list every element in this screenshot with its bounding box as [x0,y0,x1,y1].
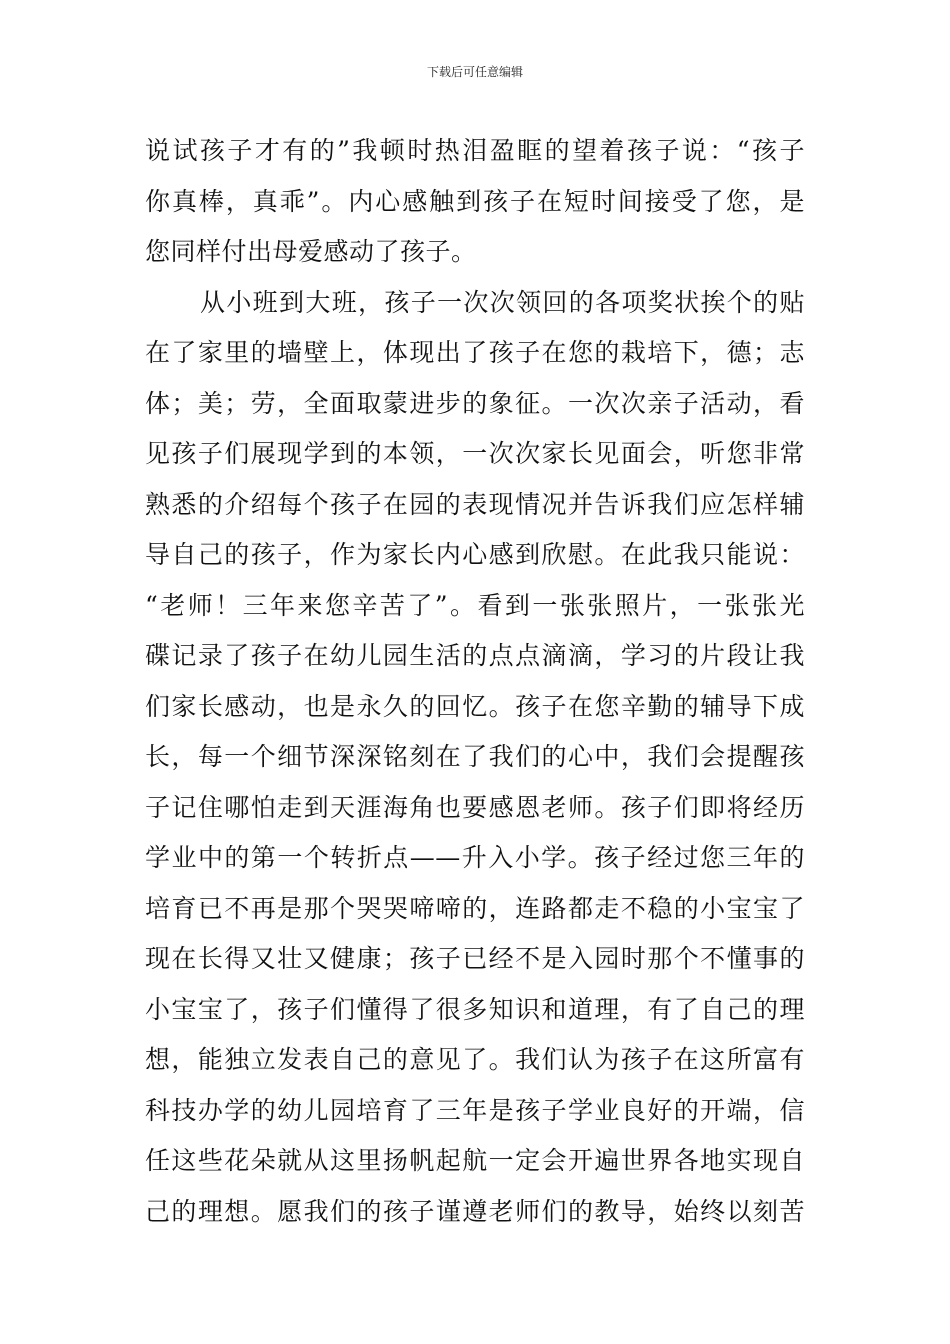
text-line: 学业中的第一个转折点——升入小学。孩子经过您三年的 [145,843,805,872]
document-body [145,126,805,1237]
text-line: 你真棒，真乖”。内心感触到孩子在短时间接受了您，是 [145,186,805,216]
text-line: 小宝宝了，孩子们懂得了很多知识和道理，有了自己的理 [145,994,805,1024]
text-line: 己的理想。愿我们的孩子谨遵老师们的教导，始终以刻苦 [145,1196,805,1226]
text-line: “老师！三年来您辛苦了”。看到一张张照片，一张张光 [145,590,805,620]
text-line: 科技办学的幼儿园培育了三年是孩子学业良好的开端，信 [145,1095,805,1125]
text-line: 说试孩子才有的”我顿时热泪盈眶的望着孩子说：“孩子 [145,136,805,165]
text-line: 见孩子们展现学到的本领，一次次家长见面会，听您非常 [145,439,805,468]
text-line: 熟悉的介绍每个孩子在园的表现情况并告诉我们应怎样辅 [145,489,805,519]
text-line: 任这些花朵就从这里扬帆起航一定会开遍世界各地实现自 [145,1146,805,1175]
text-line: 导自己的孩子，作为家长内心感到欣慰。在此我只能说： [145,540,805,569]
paragraph-first-line: 从小班到大班，孩子一次次领回的各项奖状挨个的贴 [200,287,805,317]
page-header: 下载后可任意编辑 [426,65,523,79]
text-line: 长，每一个细节深深铭刻在了我们的心中，我们会提醒孩 [145,742,805,771]
text-line: 体；美；劳，全面取蒙进步的象征。一次次亲子活动，看 [145,388,805,418]
text-line: 您同样付出母爱感动了孩子。 [145,237,477,266]
text-line: 现在长得又壮又健康；孩子已经不是入园时那个不懂事的 [145,944,805,973]
text-line: 在了家里的墙壁上，体现出了孩子在您的栽培下，德；志 [145,338,805,367]
text-line: 们家长感动，也是永久的回忆。孩子在您辛勤的辅导下成 [145,691,805,721]
text-line: 碟记录了孩子在幼儿园生活的点点滴滴，学习的片段让我 [145,641,805,670]
text-line: 子记住哪怕走到天涯海角也要感恩老师。孩子们即将经历 [145,792,805,822]
text-line: 想，能独立发表自己的意见了。我们认为孩子在这所富有 [145,1045,805,1074]
text-line: 培育已不再是那个哭哭啼啼的，连路都走不稳的小宝宝了 [145,893,805,923]
